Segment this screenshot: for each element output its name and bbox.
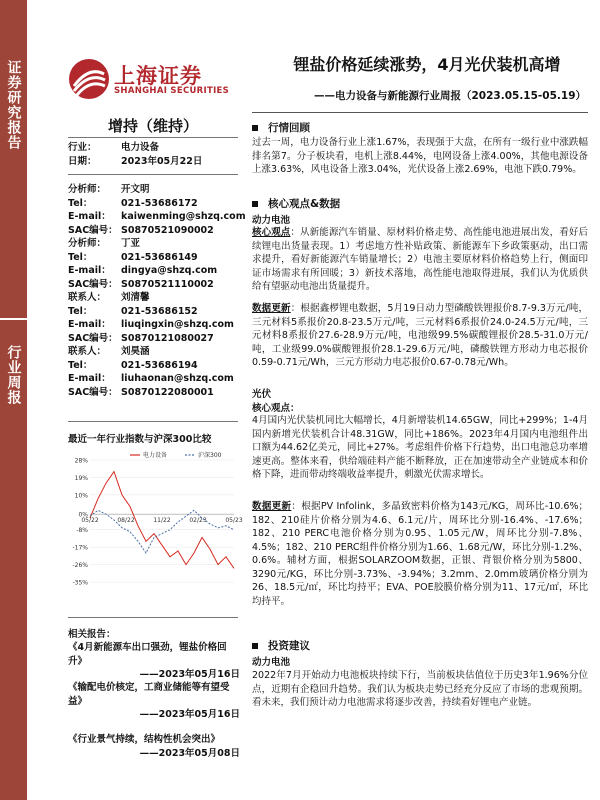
index-comparison-chart: [68, 450, 243, 595]
chart-y-tick-label: -8%: [76, 527, 88, 535]
analyst-row: SAC编号： S0870122080001: [68, 386, 214, 398]
chart-rule: [68, 617, 238, 618]
logo-text-cn: 上海证券: [114, 64, 202, 88]
chart-x-tick-label: 05/23: [225, 517, 243, 525]
analyst-row[interactable]: E-mail： dingya@shzq.com: [68, 265, 218, 276]
analyst-row: Tel： 021-53686149: [68, 251, 198, 263]
analyst-row[interactable]: E-mail： kaiwenming@shzq.com: [68, 211, 246, 222]
related-report-2[interactable]: [68, 681, 240, 722]
analyst-block: [68, 183, 246, 399]
analyst-row: 分析师： 开文明: [68, 184, 150, 195]
related-report-3-date: ——2023年05月08日: [139, 747, 240, 759]
analyst-row: Tel： 021-53686172: [68, 197, 198, 209]
report-title: 锂盐价格延续涨势，4月光伏装机高增: [293, 55, 561, 74]
chart-legend-label: 电力设备: [143, 452, 168, 459]
analyst-row[interactable]: E-mail： liuhaonan@shzq.com: [68, 373, 234, 384]
sidebar-divider: [0, 318, 27, 320]
analyst-row: 联系人： 刘清馨: [68, 292, 150, 303]
logo-text-en: SHANGHAI SECURITIES: [114, 86, 230, 96]
analyst-row: SAC编号： S0870121080027: [68, 332, 214, 344]
report-subtitle: ——电力设备与新能源行业周报（2023.05.15-05.19）: [314, 90, 586, 102]
analyst-row: Tel： 021-53686152: [68, 305, 198, 317]
rating: 增持（维持）: [107, 117, 198, 135]
invest-sub: 动力电池: [252, 657, 291, 668]
chart-svg: [68, 450, 243, 595]
related-report-1-title[interactable]: 《4月新能源车出口强劲，锂盐价格回升》: [68, 642, 227, 667]
chart-y-tick-label: -26%: [72, 562, 88, 570]
related-report-3-title[interactable]: 《行业景气持续，结构性机会突出》: [68, 734, 221, 745]
related-head: 相关报告：: [68, 629, 116, 640]
pv-core-text: 4月国内光伏装机同比大幅增长，4月新增装机14.65GW，同比+299%；1-4月国内新增光伏装机合计48.31GW，同比+186%。2023年4月国内电池组件出口额为44.62亿美元，同比+27%。考虑组件价格下行趋势，出口电池总功率增速更高。整体来看，供给端硅料产能不断释放，正在加速带动全产业链成本和价格下降，进而带动终端收益率提升，刺激光伏需求增长。: [252, 415, 588, 480]
related-report-1[interactable]: [68, 641, 240, 682]
analyst-row: Tel： 021-53686194: [68, 359, 198, 371]
meta-rule: [68, 174, 238, 175]
rating-rule: [68, 137, 238, 138]
section-core-head: 核心观点&数据: [252, 196, 340, 211]
meta-block: [68, 141, 202, 168]
chart-x-tick-label: 02/23: [189, 517, 207, 525]
related-report-3[interactable]: [68, 733, 240, 760]
header-rule: [252, 112, 588, 113]
sidebar-label-report: 证券研究报告: [5, 60, 22, 150]
chart-y-tick-label: 28%: [74, 457, 88, 465]
chart-y-tick-label: 0%: [78, 511, 88, 519]
core-text: 核心观点：从新能源汽车销量、原材料价格走势、高性能电池进展出发，看好后续锂电出货量表现。1）考虑地方性补贴政策、新能源车下乡政策驱动，出口需求提升，看好新能源汽车销量增长；2）电池主要原材料价格趋势上行，侧面印证市场需求有所回暖；3）新技术落地，高性能电池取得进展，我们认为优质供给有望驱动电池出货量提升。: [252, 227, 588, 292]
logo-emblem-icon: [68, 58, 110, 100]
analyst-row: SAC编号： S0870521110002: [68, 278, 214, 290]
section-invest-head: 投资建议: [252, 638, 310, 653]
chart-x-tick-label: 11/22: [153, 517, 171, 525]
analyst-row[interactable]: E-mail： liuqingxin@shzq.com: [68, 319, 234, 330]
pv-data-text: 数据更新：根据PV Infolink，多晶致密料价格为143元/KG，周环比-10.6%；182、210硅片价格分别为4.6、6.1元/片，周环比分别-16.4%、-17.6%；182、210 PERC电池价格分别为0.95、1.05元/W，周环比分别-7.8%、4.5%；182、210 PERC组件价格分别为1.66、1.68元/W，环比分别-1.2%、0.6%。辅材方面，根据SOLARZOOM数据，正银、背银价格分别为5800、3290元/KG，环比分别-3.73%、-3.94%；3.2mm、2.0mm玻璃价格分别为26、18.5元/㎡，环比均持平；EVA、POE胶膜价格分别为11、17元/㎡，环比均持平。: [252, 501, 588, 607]
chart-title: 最近一年行业指数与沪深300比较: [68, 434, 212, 445]
chart-x-tick-label: 08/22: [117, 517, 135, 525]
analyst-row: SAC编号： S0870521090002: [68, 224, 214, 236]
chart-y-tick-label: 10%: [74, 492, 88, 500]
analyst-row: 分析师： 丁亚: [68, 238, 141, 249]
chart-y-tick-label: 19%: [74, 474, 88, 482]
chart-y-tick-label: -35%: [72, 579, 88, 587]
company-logo: [68, 58, 228, 104]
section-review-head: 行情回顾: [252, 120, 310, 135]
meta-date: 日期： 2023年05月22日: [68, 155, 203, 167]
pv-core-label: 核心观点：: [252, 403, 300, 414]
related-report-2-title[interactable]: 《输配电价核定，工商业储能等有望受益》: [68, 682, 230, 707]
related-report-2-date: ——2023年05月16日: [139, 709, 240, 720]
invest-text: 2022年7月开始动力电池板块持续下行，当前板块估值位于历史3年1.96%分位点，近期有企稳回升趋势。我们认为板块走势已经充分反应了市场的悲观预期。看未来，我们预计动力电池需求将逐步改善，持续看好锂电产业链。: [252, 670, 588, 708]
chart-y-tick-label: -17%: [72, 544, 88, 552]
sub-pv: 光伏: [252, 389, 272, 400]
chart-legend-label: 沪深300: [198, 452, 222, 459]
analyst-rule: [68, 421, 238, 422]
sub-power-battery: 动力电池: [252, 215, 291, 226]
analyst-row: 联系人： 刘昊涵: [68, 346, 150, 357]
chart-x-tick-label: 05/22: [81, 517, 99, 525]
review-text: 过去一周，电力设备行业上涨1.67%，表现强于大盘，在所有一级行业中涨跌幅排名第7。分子板块看，电机上涨8.44%，电网设备上涨4.00%，其他电源设备上涨3.63%，风电设备上涨3.04%，光伏设备上涨2.69%，电池下跌0.79%。: [252, 137, 588, 175]
meta-industry: 行业： 电力设备: [68, 142, 160, 153]
sidebar-label-weekly: 行业周报: [5, 345, 22, 405]
related-report-1-date: ——2023年05月16日: [139, 669, 240, 680]
data-text: 数据更新：根据鑫椤锂电数据，5月19日动力型磷酸铁锂报价8.7-9.3万元/吨，三元材料5系报价20.8-23.5万元/吨，三元材料6系报价24.0-24.5万元/吨，三元材料8系报价27.6-28.9万元/吨，电池级99.5%碳酸锂报价28.5-31.0万元/吨，工业级99.0%碳酸锂报价28.1-29.6万元/吨，磷酸铁锂方形动力电芯报价0.59-0.71元/Wh，三元方形动力电芯报价0.67-0.78元/Wh。: [252, 303, 588, 368]
